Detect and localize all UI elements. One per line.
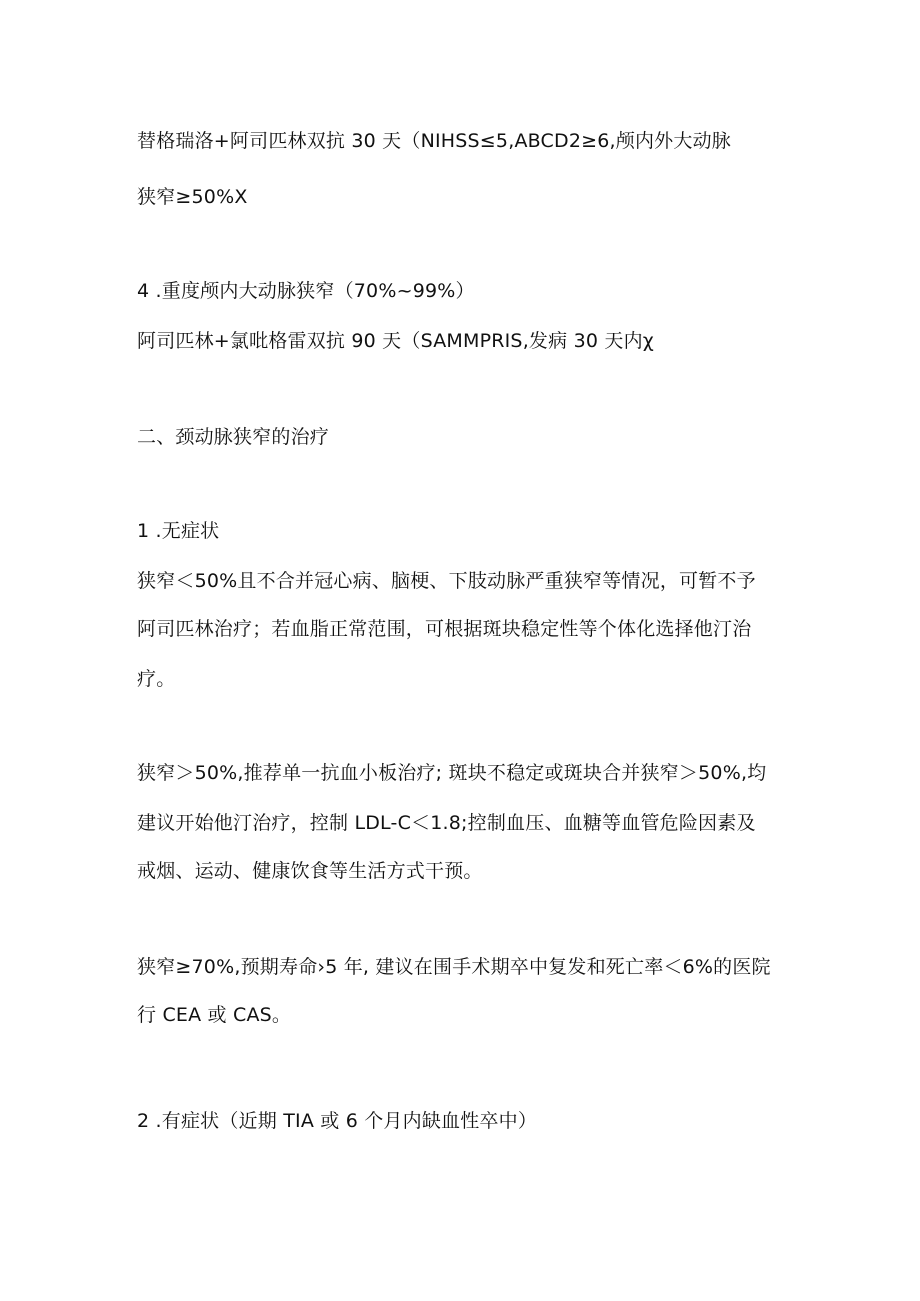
text-line: 狭窄＜50%且不合并冠心病、脑梗、下肢动脉严重狭窄等情况，可暂不予 <box>137 570 756 592</box>
text-line: 戒烟、运动、健康饮食等生活方式干预。 <box>137 860 483 882</box>
text-line: 替格瑞洛+阿司匹林双抗 30 天（NIHSS≤5,ABCD2≥6,颅内外大动脉 <box>137 130 731 152</box>
section-heading: 2 .有症状（近期 TIA 或 6 个月内缺血性卒中） <box>137 1110 538 1132</box>
text-line: 疗。 <box>137 668 176 690</box>
text-line: 狭窄≥70%,预期寿命›5 年, 建议在围手术期卒中复发和死亡率＜6%的医院 <box>137 956 771 978</box>
chapter-heading: 二、颈动脉狭窄的治疗 <box>137 426 330 448</box>
section-heading: 4 .重度颅内大动脉狭窄（70%~99%） <box>137 280 475 302</box>
text-line: 阿司匹林治疗；若血脂正常范围，可根据斑块稳定性等个体化选择他汀治 <box>137 618 752 640</box>
text-line: 阿司匹林+氯吡格雷双抗 90 天（SAMMPRIS,发病 30 天内χ <box>137 330 654 352</box>
text-line: 行 CEA 或 CAS。 <box>137 1004 292 1026</box>
section-heading: 1 .无症状 <box>137 520 220 542</box>
text-line: 狭窄＞50%,推荐单一抗血小板治疗; 斑块不稳定或斑块合并狭窄＞50%,均 <box>137 762 767 784</box>
text-line: 建议开始他汀治疗，控制 LDL-C＜1.8;控制血压、血糖等血管危险因素及 <box>137 812 756 834</box>
text-line: 狭窄≥50%X <box>137 186 248 208</box>
